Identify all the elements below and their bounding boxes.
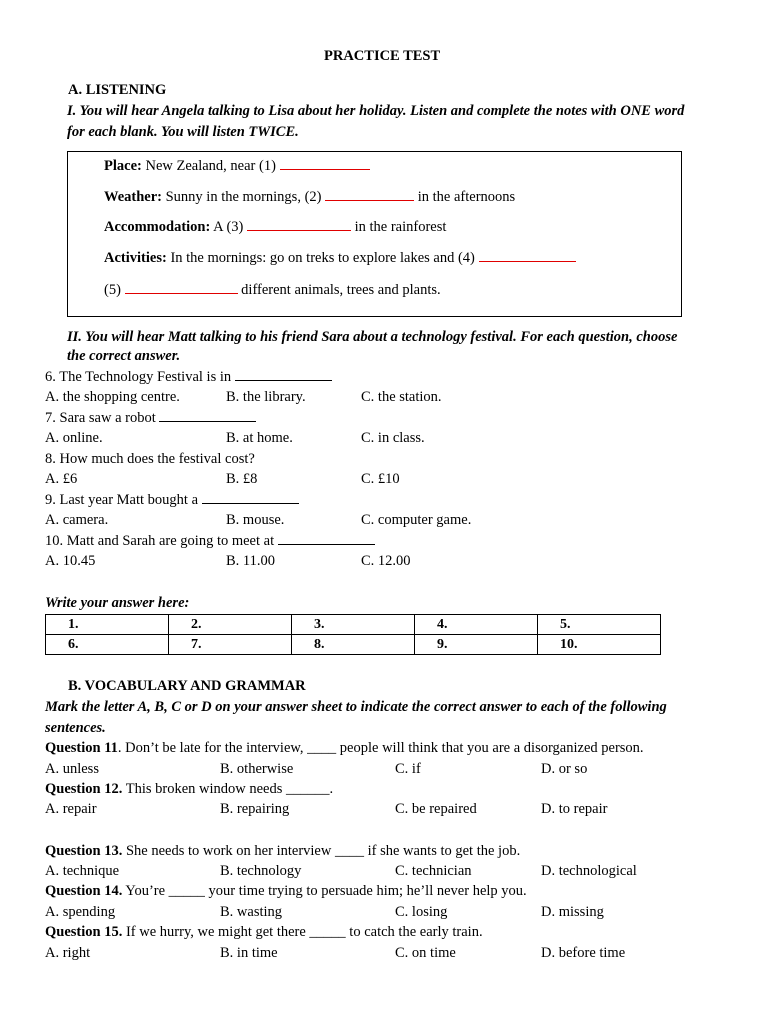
- note-weather: [104, 188, 515, 206]
- note-text: different animals, trees and plants.: [237, 282, 441, 298]
- option-c[interactable]: C. computer game.: [361, 512, 472, 528]
- note-place: [104, 157, 370, 175]
- question-label: Question 14.: [45, 883, 123, 899]
- question-label: Question 11: [45, 740, 118, 756]
- option-d[interactable]: D. before time: [541, 945, 626, 961]
- option-b[interactable]: B. the library.: [226, 389, 306, 405]
- option-c[interactable]: C. £10: [361, 471, 400, 487]
- answer-cell[interactable]: 5.: [538, 615, 661, 635]
- note-text: in the afternoons: [414, 189, 516, 205]
- part2-instruction-cont: the correct answer.: [67, 348, 181, 364]
- vocab-instruction-cont: sentences.: [45, 720, 106, 736]
- note-label: Place:: [104, 158, 142, 174]
- listening-heading: A. LISTENING: [68, 82, 167, 98]
- answer-cell[interactable]: 1.: [46, 615, 169, 635]
- note-label: Accommodation:: [104, 219, 211, 235]
- question-11: [45, 739, 644, 757]
- option-d[interactable]: D. or so: [541, 761, 588, 777]
- option-a[interactable]: A. unless: [45, 761, 99, 777]
- question-12: [45, 780, 333, 798]
- option-a[interactable]: A. right: [45, 945, 91, 961]
- answer-cell[interactable]: 3.: [292, 615, 415, 635]
- option-c[interactable]: C. be repaired: [395, 801, 477, 817]
- vocab-instruction: Mark the letter A, B, C or D on your answer sheet to indicate the correct answer to each of the following: [45, 699, 667, 715]
- question-text: 7. Sara saw a robot: [45, 410, 160, 426]
- note-accommodation: [104, 218, 446, 236]
- option-b[interactable]: B. at home.: [226, 430, 293, 446]
- question-label: Question 15.: [45, 924, 123, 940]
- option-a[interactable]: A. camera.: [45, 512, 109, 528]
- option-b[interactable]: B. in time: [220, 945, 278, 961]
- option-b[interactable]: B. mouse.: [226, 512, 285, 528]
- note-item5: [104, 281, 441, 299]
- note-activities: [104, 249, 576, 267]
- answer-blank[interactable]: [278, 532, 375, 545]
- answer-cell[interactable]: 6.: [46, 635, 169, 655]
- answer-blank[interactable]: [159, 409, 256, 422]
- note-label: Activities:: [104, 250, 167, 266]
- answer-table: [45, 614, 661, 655]
- question-15: [45, 923, 483, 941]
- question-7: [45, 409, 256, 427]
- answer-cell[interactable]: 4.: [415, 615, 538, 635]
- option-b[interactable]: B. repairing: [220, 801, 290, 817]
- table-row: [46, 635, 661, 655]
- option-c[interactable]: C. losing: [395, 904, 448, 920]
- question-8: 8. How much does the festival cost?: [45, 451, 255, 467]
- option-d[interactable]: D. to repair: [541, 801, 608, 817]
- option-a[interactable]: A. spending: [45, 904, 116, 920]
- answer-blank[interactable]: [235, 368, 332, 381]
- option-c[interactable]: C. the station.: [361, 389, 442, 405]
- question-text: 10. Matt and Sarah are going to meet at: [45, 533, 278, 549]
- question-text: This broken window needs ______.: [122, 781, 334, 797]
- answer-blank[interactable]: [202, 491, 299, 504]
- option-c[interactable]: C. on time: [395, 945, 456, 961]
- question-13: [45, 842, 520, 860]
- option-b[interactable]: B. otherwise: [220, 761, 294, 777]
- part2-instruction: II. You will hear Matt talking to his friend Sara about a technology festival. For each question, choose: [67, 329, 678, 345]
- answer-cell[interactable]: 10.: [538, 635, 661, 655]
- option-a[interactable]: A. online.: [45, 430, 103, 446]
- option-b[interactable]: B. £8: [226, 471, 258, 487]
- blank-5[interactable]: [125, 281, 238, 294]
- blank-2[interactable]: [325, 188, 414, 201]
- vocab-heading: B. VOCABULARY AND GRAMMAR: [68, 678, 306, 694]
- option-c[interactable]: C. if: [395, 761, 421, 777]
- question-14: [45, 882, 527, 900]
- option-a[interactable]: A. £6: [45, 471, 78, 487]
- blank-3[interactable]: [247, 218, 351, 231]
- note-label: Weather:: [104, 189, 162, 205]
- question-text: If we hurry, we might get there _____ to catch the early train.: [122, 924, 483, 940]
- option-d[interactable]: D. technological: [541, 863, 637, 879]
- answer-label: Write your answer here:: [45, 595, 190, 611]
- question-text: 6. The Technology Festival is in: [45, 369, 235, 385]
- part1-instruction-cont: for each blank. You will listen TWICE.: [67, 124, 299, 140]
- note-text: In the mornings: go on treks to explore lakes and (4): [166, 250, 479, 266]
- option-c[interactable]: C. 12.00: [361, 553, 411, 569]
- table-row: [46, 615, 661, 635]
- option-c[interactable]: C. technician: [395, 863, 472, 879]
- answer-cell[interactable]: 8.: [292, 635, 415, 655]
- question-text: You’re _____ your time trying to persuade him; he’ll never help you.: [122, 883, 527, 899]
- option-b[interactable]: B. 11.00: [226, 553, 276, 569]
- question-text: She needs to work on her interview ____ if she wants to get the job.: [122, 843, 521, 859]
- question-text: . Don’t be late for the interview, ____ people will think that you are a disorganized person.: [117, 740, 644, 756]
- option-a[interactable]: A. technique: [45, 863, 120, 879]
- option-c[interactable]: C. in class.: [361, 430, 425, 446]
- question-text: 9. Last year Matt bought a: [45, 492, 202, 508]
- question-label: Question 12.: [45, 781, 123, 797]
- note-text: A (3): [210, 219, 247, 235]
- answer-cell[interactable]: 9.: [415, 635, 538, 655]
- blank-1[interactable]: [280, 157, 370, 170]
- option-b[interactable]: B. technology: [220, 863, 302, 879]
- answer-cell[interactable]: 2.: [169, 615, 292, 635]
- option-d[interactable]: D. missing: [541, 904, 604, 920]
- option-a[interactable]: A. repair: [45, 801, 97, 817]
- option-a[interactable]: A. 10.45: [45, 553, 96, 569]
- question-6: [45, 368, 332, 386]
- blank-4[interactable]: [479, 249, 576, 262]
- note-text: in the rainforest: [350, 219, 447, 235]
- note-text: Sunny in the mornings, (2): [161, 189, 326, 205]
- question-10: [45, 532, 375, 550]
- question-label: Question 13.: [45, 843, 123, 859]
- option-b[interactable]: B. wasting: [220, 904, 283, 920]
- question-9: [45, 491, 299, 509]
- page-title: PRACTICE TEST: [324, 48, 441, 64]
- part1-instruction: I. You will hear Angela talking to Lisa about her holiday. Listen and complete the notes with ONE word: [67, 103, 685, 119]
- option-a[interactable]: A. the shopping centre.: [45, 389, 180, 405]
- note-text: New Zealand, near (1): [141, 158, 280, 174]
- answer-cell[interactable]: 7.: [169, 635, 292, 655]
- note-text: (5): [104, 282, 125, 298]
